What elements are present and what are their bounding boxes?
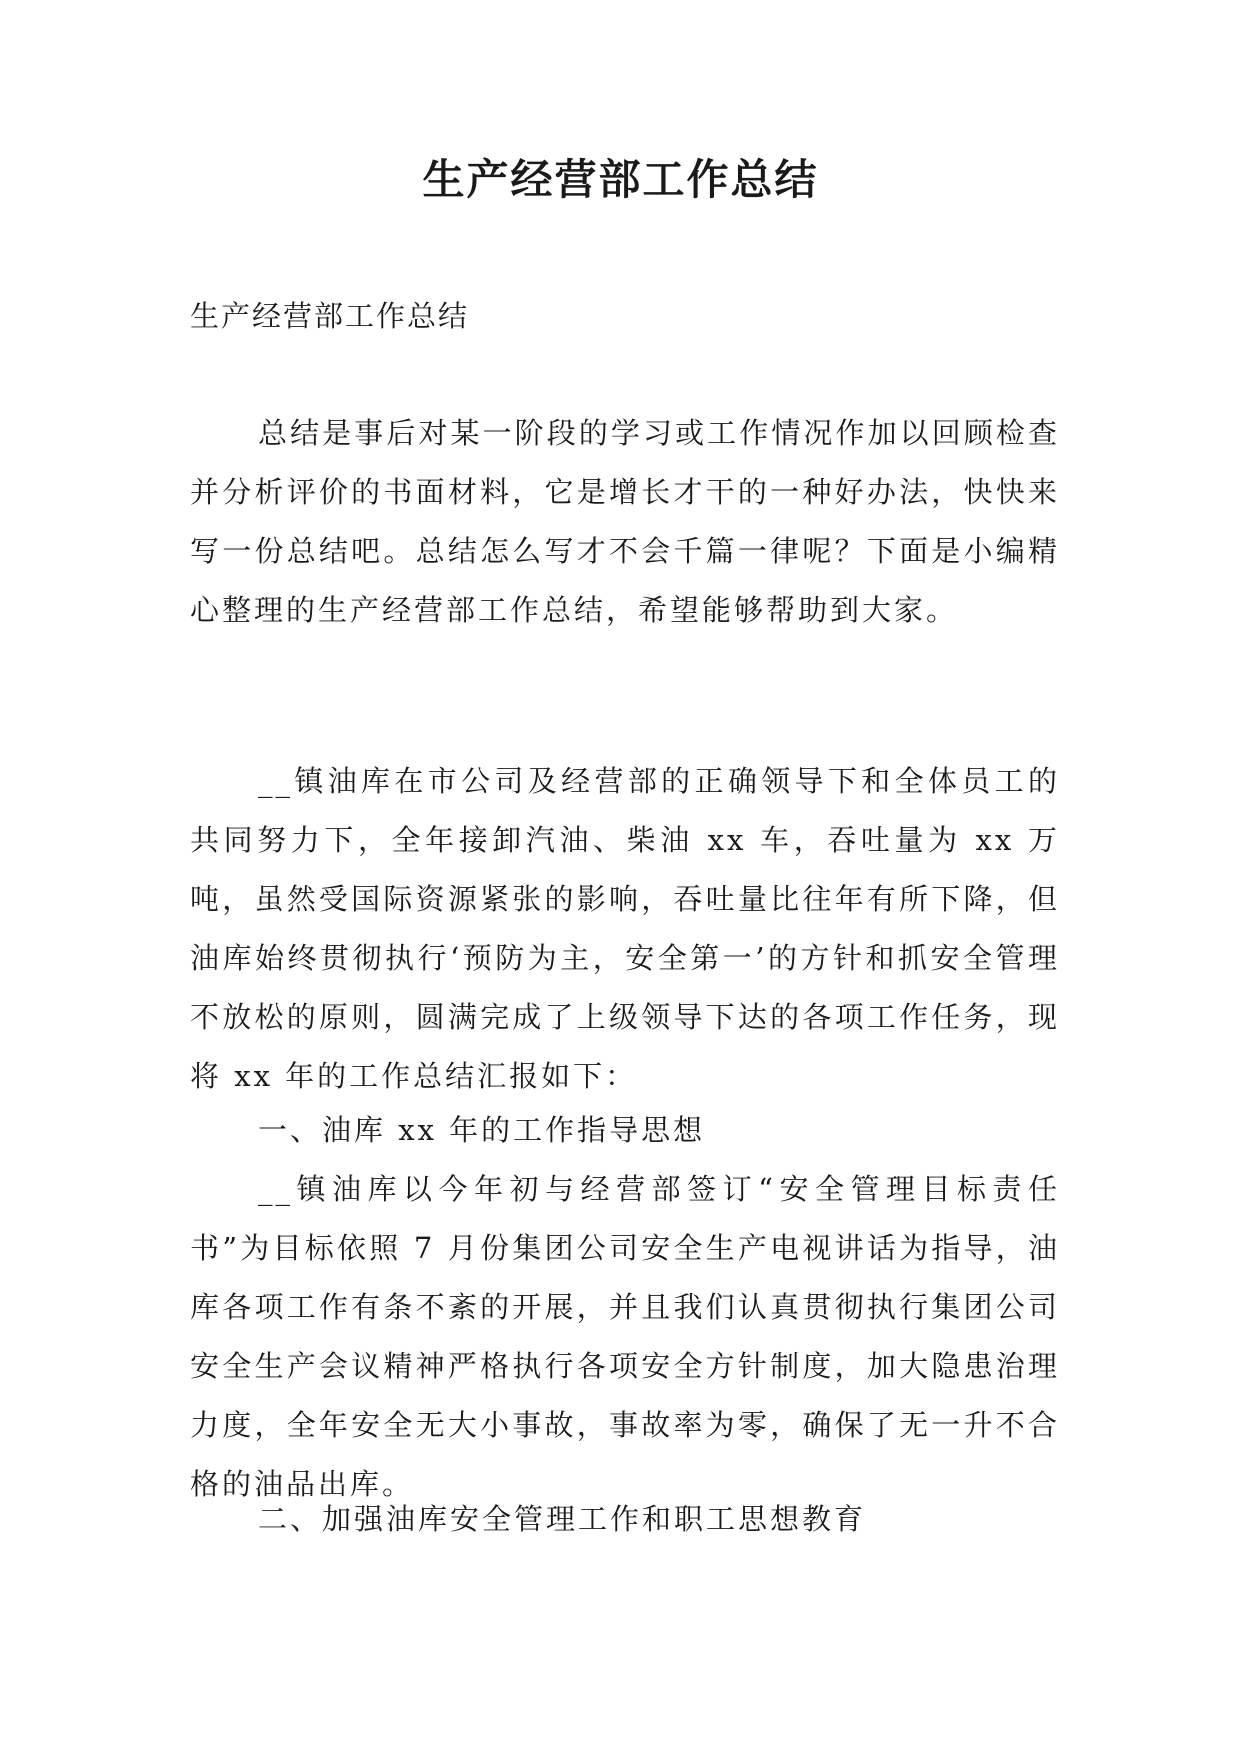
section-heading: 二、加强油库安全管理工作和职工思想教育 bbox=[258, 1502, 867, 1536]
intro-paragraph: 总结是事后对某一阶段的学习或工作情况作加以回顾检查并分析评价的书面材料，它是增长才干的一种好办法，快快来写一份总结吧。总结怎么写才不会千篇一律呢？下面是小编精心整理的生产经营部工作总结，希望能够帮助到大家。 bbox=[190, 416, 1060, 627]
document-title: 生产经营部工作总结 bbox=[422, 155, 819, 204]
body-paragraph: __镇油库在市公司及经营部的正确领导下和全体员工的共同努力下，全年接卸汽油、柴油 xx 车，吞吐量为 xx 万吨，虽然受国际资源紧张的影响，吞吐量比往年有所下降，但油库始终贯彻执行‘预防为主，安全第一’的方针和抓安全管理不放松的原则，圆满完成了上级领导下达的各项工作任务，现将 xx 年的工作总结汇报如下： bbox=[190, 764, 1060, 1093]
document-subtitle: 生产经营部工作总结 bbox=[190, 299, 470, 333]
body-paragraph: __镇油库以今年初与经营部签订“安全管理目标责任书”为目标依照 7 月份集团公司安全生产电视讲话为指导，油库各项工作有条不紊的开展，并且我们认真贯彻执行集团公司安全生产会议精神严格执行各项安全方针制度，加大隐患治理力度，全年安全无大小事故，事故率为零，确保了无一升不合格的油品出库。 bbox=[190, 1172, 1060, 1501]
section-heading: 一、油库 xx 年的工作指导思想 bbox=[258, 1113, 706, 1147]
